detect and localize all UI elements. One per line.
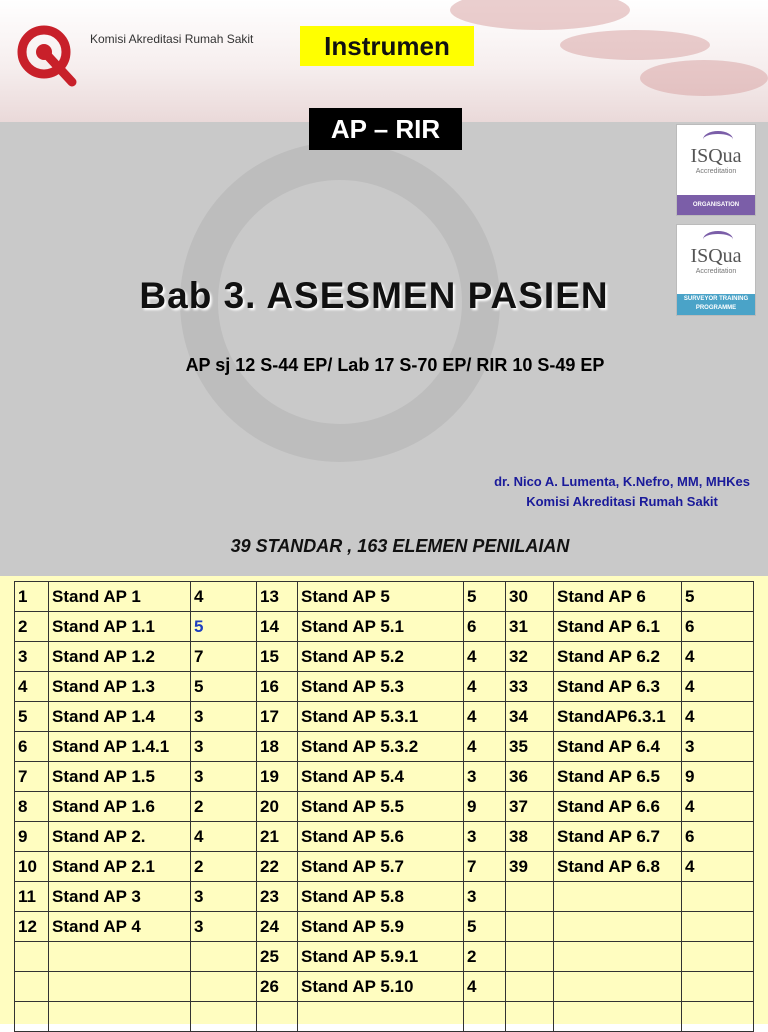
table-cell: 5 xyxy=(682,582,754,612)
table-cell: Stand AP 1.5 xyxy=(49,762,191,792)
table-cell: 16 xyxy=(257,672,298,702)
table-cell: Stand AP 6.8 xyxy=(554,852,682,882)
table-cell: 21 xyxy=(257,822,298,852)
badge-band: SURVEYOR TRAINING PROGRAMME xyxy=(677,294,755,315)
table-row xyxy=(15,852,754,882)
badge-brand: ISQua xyxy=(690,245,742,267)
table-cell: 35 xyxy=(506,732,554,762)
table-cell: 7 xyxy=(464,852,506,882)
table-row xyxy=(15,972,754,1002)
table-cell: Stand AP 2.1 xyxy=(49,852,191,882)
table-cell xyxy=(191,942,257,972)
table-cell: 4 xyxy=(464,732,506,762)
table-cell: 3 xyxy=(191,732,257,762)
table-cell: 3 xyxy=(191,912,257,942)
table-cell xyxy=(554,942,682,972)
table-row xyxy=(15,822,754,852)
table-cell: 4 xyxy=(191,822,257,852)
table-cell xyxy=(554,882,682,912)
section-tag: AP – RIR xyxy=(309,108,462,150)
table-cell: 3 xyxy=(191,882,257,912)
table-cell: Stand AP 1.6 xyxy=(49,792,191,822)
isqua-swoosh-icon xyxy=(703,231,733,248)
table-row xyxy=(15,732,754,762)
table-cell: 4 xyxy=(464,672,506,702)
table-cell: 1 xyxy=(15,582,49,612)
table-cell: 4 xyxy=(191,582,257,612)
table-cell: 37 xyxy=(506,792,554,822)
table-cell: 6 xyxy=(464,612,506,642)
table-panel xyxy=(0,536,768,1024)
table-cell: 25 xyxy=(257,942,298,972)
table-cell xyxy=(682,972,754,1002)
table-cell: 2 xyxy=(15,612,49,642)
table-cell: 3 xyxy=(464,762,506,792)
table-cell: Stand AP 5.10 xyxy=(298,972,464,1002)
author-block xyxy=(494,472,750,512)
table-cell: 3 xyxy=(682,732,754,762)
summary-line: 39 STANDAR , 163 ELEMEN PENILAIAN xyxy=(230,536,570,556)
table-cell: 7 xyxy=(191,642,257,672)
badge-sub: Accreditation xyxy=(695,268,737,275)
table-cell: Stand AP 5.3.2 xyxy=(298,732,464,762)
table-cell: Stand AP 6.4 xyxy=(554,732,682,762)
table-cell: Stand AP 5.6 xyxy=(298,822,464,852)
table-cell: 2 xyxy=(191,792,257,822)
table-cell: Stand AP 1.4.1 xyxy=(49,732,191,762)
isqua-organisation-badge xyxy=(676,124,756,216)
table-cell: 4 xyxy=(15,672,49,702)
table-cell: 3 xyxy=(464,822,506,852)
table-cell: 4 xyxy=(682,672,754,702)
table-cell xyxy=(506,882,554,912)
table-cell xyxy=(682,942,754,972)
table-cell: 34 xyxy=(506,702,554,732)
table-cell: 10 xyxy=(15,852,49,882)
table-cell: 23 xyxy=(257,882,298,912)
table-cell: 9 xyxy=(15,822,49,852)
table-cell: 13 xyxy=(257,582,298,612)
table-cell: 19 xyxy=(257,762,298,792)
kars-logo-icon xyxy=(14,22,80,88)
org-name: Komisi Akreditasi Rumah Sakit xyxy=(90,32,254,46)
table-cell: Stand AP 1.4 xyxy=(49,702,191,732)
table-cell: 4 xyxy=(682,852,754,882)
table-cell: 22 xyxy=(257,852,298,882)
table-row xyxy=(15,1002,754,1032)
table-cell: StandAP6.3.1 xyxy=(554,702,682,732)
table-cell: Stand AP 6.6 xyxy=(554,792,682,822)
table-row xyxy=(15,612,754,642)
table-cell: Stand AP 6.1 xyxy=(554,612,682,642)
table-cell: 14 xyxy=(257,612,298,642)
table-cell xyxy=(49,1002,191,1032)
table-cell: Stand AP 6.3 xyxy=(554,672,682,702)
table-cell: 32 xyxy=(506,642,554,672)
badge-band: ORGANISATION xyxy=(677,195,755,215)
table-row xyxy=(15,672,754,702)
table-cell: 6 xyxy=(682,612,754,642)
table-cell: 3 xyxy=(191,762,257,792)
table-cell: 2 xyxy=(464,942,506,972)
table-cell: 5 xyxy=(464,582,506,612)
table-cell: Stand AP 6.2 xyxy=(554,642,682,672)
table-cell: 11 xyxy=(15,882,49,912)
table-cell: 3 xyxy=(191,702,257,732)
table-cell: Stand AP 1.3 xyxy=(49,672,191,702)
table-row xyxy=(15,942,754,972)
table-cell: Stand AP 5.9.1 xyxy=(298,942,464,972)
table-cell: Stand AP 5.8 xyxy=(298,882,464,912)
table-cell: Stand AP 5.4 xyxy=(298,762,464,792)
table-row xyxy=(15,792,754,822)
table-cell xyxy=(49,972,191,1002)
table-cell: 15 xyxy=(257,642,298,672)
table-cell: 38 xyxy=(506,822,554,852)
table-cell: Stand AP 1 xyxy=(49,582,191,612)
table-row xyxy=(15,642,754,672)
table-row xyxy=(15,912,754,942)
map-decoration xyxy=(560,30,710,60)
table-cell xyxy=(682,882,754,912)
table-cell xyxy=(464,1002,506,1032)
table-cell: Stand AP 6.5 xyxy=(554,762,682,792)
table-cell xyxy=(506,972,554,1002)
table-cell: 3 xyxy=(464,882,506,912)
isqua-swoosh-icon xyxy=(703,131,733,148)
table-cell xyxy=(298,1002,464,1032)
map-decoration xyxy=(640,60,768,96)
table-cell: 36 xyxy=(506,762,554,792)
table-row xyxy=(15,582,754,612)
slide-subtitle: AP sj 12 S-44 EP/ Lab 17 S-70 EP/ RIR 10 S-49 EP xyxy=(185,355,605,375)
table-cell: 18 xyxy=(257,732,298,762)
author-name: dr. Nico A. Lumenta, K.Nefro, MM, MHKes xyxy=(494,474,750,489)
table-cell: Stand AP 2. xyxy=(49,822,191,852)
map-decoration xyxy=(450,0,630,30)
table-cell: Stand AP 3 xyxy=(49,882,191,912)
table-cell: 4 xyxy=(682,642,754,672)
table-cell: 5 xyxy=(15,702,49,732)
table-cell xyxy=(554,1002,682,1032)
table-cell xyxy=(554,912,682,942)
table-cell: Stand AP 5.2 xyxy=(298,642,464,672)
table-cell xyxy=(15,942,49,972)
table-cell: 8 xyxy=(15,792,49,822)
table-cell: Stand AP 5.3.1 xyxy=(298,702,464,732)
table-cell: 24 xyxy=(257,912,298,942)
table-cell: 31 xyxy=(506,612,554,642)
badge-brand: ISQua xyxy=(690,145,742,167)
table-cell xyxy=(682,1002,754,1032)
table-cell: 39 xyxy=(506,852,554,882)
table-cell: 30 xyxy=(506,582,554,612)
table-cell: 5 xyxy=(191,672,257,702)
table-cell: Stand AP 1.2 xyxy=(49,642,191,672)
author-org: Komisi Akreditasi Rumah Sakit xyxy=(526,494,718,509)
table-cell xyxy=(191,972,257,1002)
badge-sub: Accreditation xyxy=(695,168,737,175)
table-cell xyxy=(682,912,754,942)
table-cell: Stand AP 5 xyxy=(298,582,464,612)
header-banner xyxy=(0,0,768,122)
table-cell xyxy=(554,972,682,1002)
table-cell: Stand AP 5.1 xyxy=(298,612,464,642)
table-cell: 3 xyxy=(15,642,49,672)
table-cell xyxy=(191,1002,257,1032)
table-cell xyxy=(15,972,49,1002)
table-cell: Stand AP 4 xyxy=(49,912,191,942)
table-cell: Stand AP 5.5 xyxy=(298,792,464,822)
table-cell: 26 xyxy=(257,972,298,1002)
table-cell: 9 xyxy=(682,762,754,792)
table-cell: 33 xyxy=(506,672,554,702)
table-cell: Stand AP 1.1 xyxy=(49,612,191,642)
table-row xyxy=(15,882,754,912)
table-cell xyxy=(506,942,554,972)
table-cell: 12 xyxy=(15,912,49,942)
standards-table xyxy=(14,581,754,1032)
table-cell: 5 xyxy=(191,612,257,642)
table-cell: Stand AP 5.9 xyxy=(298,912,464,942)
slide-title: Bab 3. ASESMEN PASIEN xyxy=(139,275,609,316)
table-cell: 6 xyxy=(682,822,754,852)
table-cell: 2 xyxy=(191,852,257,882)
table-cell: 4 xyxy=(464,642,506,672)
table-cell: 4 xyxy=(464,972,506,1002)
table-cell xyxy=(15,1002,49,1032)
table-cell: 7 xyxy=(15,762,49,792)
table-cell: Stand AP 5.7 xyxy=(298,852,464,882)
table-cell: 20 xyxy=(257,792,298,822)
table-cell: 6 xyxy=(15,732,49,762)
table-cell xyxy=(257,1002,298,1032)
table-cell: Stand AP 6.7 xyxy=(554,822,682,852)
table-cell: 17 xyxy=(257,702,298,732)
table-cell xyxy=(506,1002,554,1032)
table-cell: 5 xyxy=(464,912,506,942)
table-cell: Stand AP 6 xyxy=(554,582,682,612)
table-cell xyxy=(49,942,191,972)
table-cell: 4 xyxy=(464,702,506,732)
instrumen-label: Instrumen xyxy=(300,26,474,66)
table-cell: Stand AP 5.3 xyxy=(298,672,464,702)
table-row xyxy=(15,702,754,732)
table-cell: 9 xyxy=(464,792,506,822)
table-cell xyxy=(506,912,554,942)
table-row xyxy=(15,762,754,792)
table-cell: 4 xyxy=(682,702,754,732)
table-cell: 4 xyxy=(682,792,754,822)
